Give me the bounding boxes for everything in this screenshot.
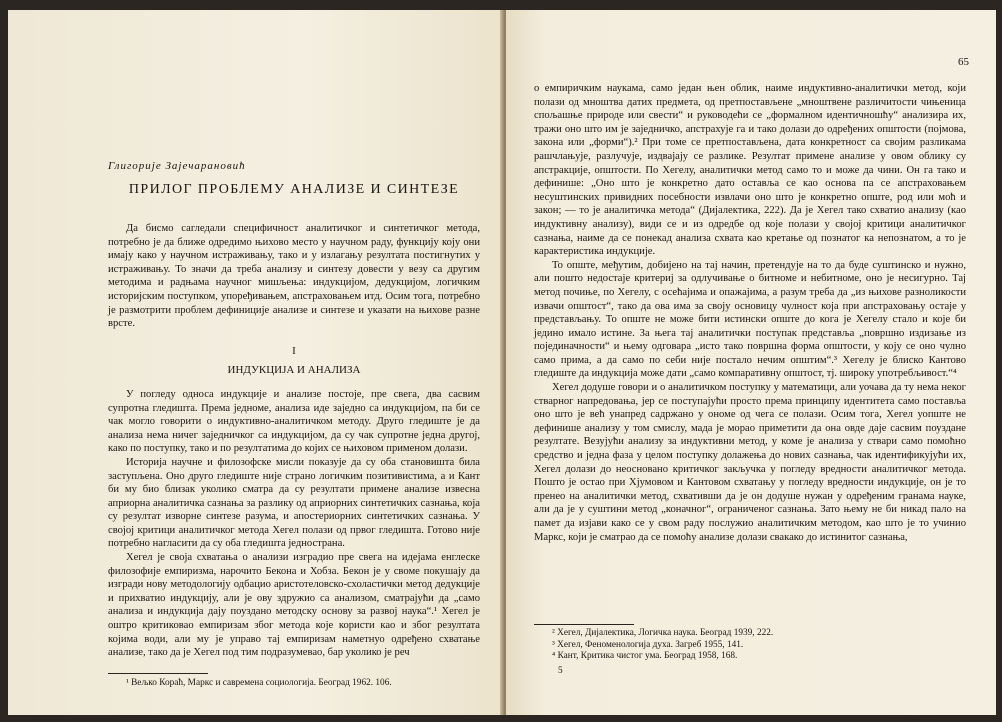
- footnote: ⁴ Кант, Критика чистог ума. Београд 1958, 168.: [552, 651, 738, 662]
- intro-paragraph: Да бисмо сагледали специфичност аналитичког и синтетичког метода, потребно је да ближе одредимо њихово место у научном раду, функцију коју они имају како у научном истраживању, тако и у излагању резултата постигнутих у истраживању. То значи да треба анализу и синтезу довести у везу са другим методима и радњама научног мишљења: индукцијом, дедукцијом, логичким историјским поступком, упоређивањем, апстраховањем итд. Осим тога, потребно је размотрити проблем дефиниције анализе и синтезе и указати на њихове разне врсте.: [108, 223, 480, 330]
- page-number: 65: [958, 56, 969, 68]
- body-paragraph: Хегел додуше говори и о аналитичком поступку у математици, али уочава да ту нема неког стварног напредовања, јер се поступајући просто према принципу идентитета само поставља оно што је већ унапред садржано у ономе од чега се полази. Осим тога, Хегел уопште не дефинише анализу у том смислу, мада је морао приметити да она овде даје сасвим поуздане резултате. Везујући анализу за индуктивни метод, у коме је анализа у ствари само помоћно средство и једна фаза у целом поступку долажења до нових сазнања, чак идентификујући их, Хегел долази до неосновано критичког закључка у погледу вредности аналитичког метода. Пошто је остао при Хјумовом и Кантовом схватању у погледу вредности индукције, он је то пренео на аналитички метод, схвативши да је он додуше нужан у одређеним гранама науке, али да је у суштини метод „коначног“, ограниченог сазнања. Зато њему не би никад пало на памет да изјави како се у свом раду послужио аналитичким методом, као што је то учинио Маркс, који је сматрао да се помоћу анализе долази свакако до истинитог сазнања,: [534, 382, 966, 543]
- body-paragraph: Историја научне и филозофске мисли показује да су оба становишта била заступљена. Оно друго гледиште није страно логичким позитивистима, а и Кант би му био близак уколико сматра да су резултати примене анализе извесна априорна аналитичка сазнања за разлику од априорних синтетичких сазнања, која су резултат изворне синтезе разума, и апостериорних синтетичких сазнања. У својој критици аналитичког метода Хегел полази од првог гледишта. Готово није потребно нагласити да су оба гледишта једнострана.: [108, 456, 480, 550]
- footnotes-block: [552, 628, 966, 663]
- body-paragraph: То опште, међутим, добијено на тај начин, претендује на то да буде суштинско и нужно, али пошто недостаје критериј за одлучивање о битноме и небитноме, оно је несигурно. Тај метод почиње, по Хегелу, с осећајима и опажајима, а разум треба да „из њихове разноликости извачи општост“, тако да ова има за своју основицу чулност која при апстраховању остаје у представљању. То опште не може бити истински опште до кога је Хегелу стало и које би једино имало истине. За њега тај аналитички поступак представља „површно издизање из појединачности“ и њему одговара „исто тако површна форма општости, у коју се оно чулно само прима, а да само по себи није постало нечим општим“.³ Хегелу је блиско Кантово гледиште да индукција може дати „само компаративну општост, тј. широку употребљивост.“⁴: [534, 259, 966, 380]
- body-paragraph: о емпиричким наукама, само један њен облик, наиме индуктивно-аналитички метод, који полази од мноштва датих предмета, од претпостављене „мноштвене различитости чињеница спољашње природе или свести“ и руководећи се „формалном идентичношћу“ анализира их, тражи оно што им је заједничко, апстрахује га и тако долази до одређених општости (појмова, закона или „форми“).² При томе се претпостављена, дата конкретност са својим разликама рашчлањује, разлучује, издвајају се разлике. Резултат примене анализе у овом облику су апстракције, општости. По Хегелу, аналитички метод само то и може да чини. Он га тако и дефинише: „Оно што је конкретно дато оставља се као основа па се апстраховањем несуштинских привидних посебности извлачи оно што је конкретно опште, род или моћ и закон; — то је аналитичка метода“ (Дијалектика, 222). Да је Хегел тако схватио анализу (као индуктивну анализу), види се и из одредбе од које полази у својој критици аналитичког сазнања, наиме да се понекад анализа схвата као кретање од познатог ка непознатом, а то је карактеристика индукције.: [534, 83, 966, 258]
- footnote: ² Хегел, Дијалектика, Логичка наука. Београд 1939, 222.: [552, 628, 774, 638]
- footnote-rule: [534, 624, 634, 625]
- section-number: I: [292, 344, 296, 357]
- article-title: ПРИЛОГ ПРОБЛЕМУ АНАЛИЗЕ И СИНТЕЗЕ: [128, 182, 460, 197]
- footnote: ³ Хегел, Феноменологија духа. Загреб 1955, 141.: [552, 639, 744, 650]
- footnote: ¹ Вељко Кораћ, Маркс и савремена социологија. Београд 1962. 106.: [126, 678, 392, 688]
- signature-mark: 5: [558, 666, 563, 676]
- right-page: [506, 10, 996, 715]
- body-paragraph: Хегел је своја схватања о анализи изградио пре свега на идејама енглеске филозофије емпиризма, нарочито Бекона и Хобза. Бекон је у своме покушају да изгради нову методологију одбацио аристотеловско-схоластички метод дедукције и прихватио индукцију, али је ову здружио са анализом, сматрајући да „само анализа и индукција дају поуздано методску основу за развој наука“.¹ Хегел је оштро критиковао емпиризам због метода које користи као и због резултата којима води, али му је управо тај емпиризам наметнуо одређено схватање анализе, тако да је Хегел под тим подразумевао, бар уколико је реч: [108, 552, 480, 659]
- left-page: [8, 10, 504, 715]
- footnote-rule: [108, 673, 208, 674]
- body-paragraph: У погледу односа индукције и анализе постоје, пре свега, два сасвим супротна гледишта. Према једноме, анализа иде заједно са индукцијом, па би се чак могло говорити о индуктивно-аналитичком методу. Друго гледиште је да анализа нема ничег заједничког са индукцијом, да су чак супротне једна другој, како по поступку, тако и по резултатима до којих се њиховом применом долази.: [108, 388, 480, 455]
- section-heading: ИНДУКЦИЈА И АНАЛИЗА: [227, 364, 361, 377]
- right-column: [534, 82, 966, 544]
- author-name: Глигорије Зајечарановић: [108, 160, 246, 172]
- left-column: [108, 222, 480, 660]
